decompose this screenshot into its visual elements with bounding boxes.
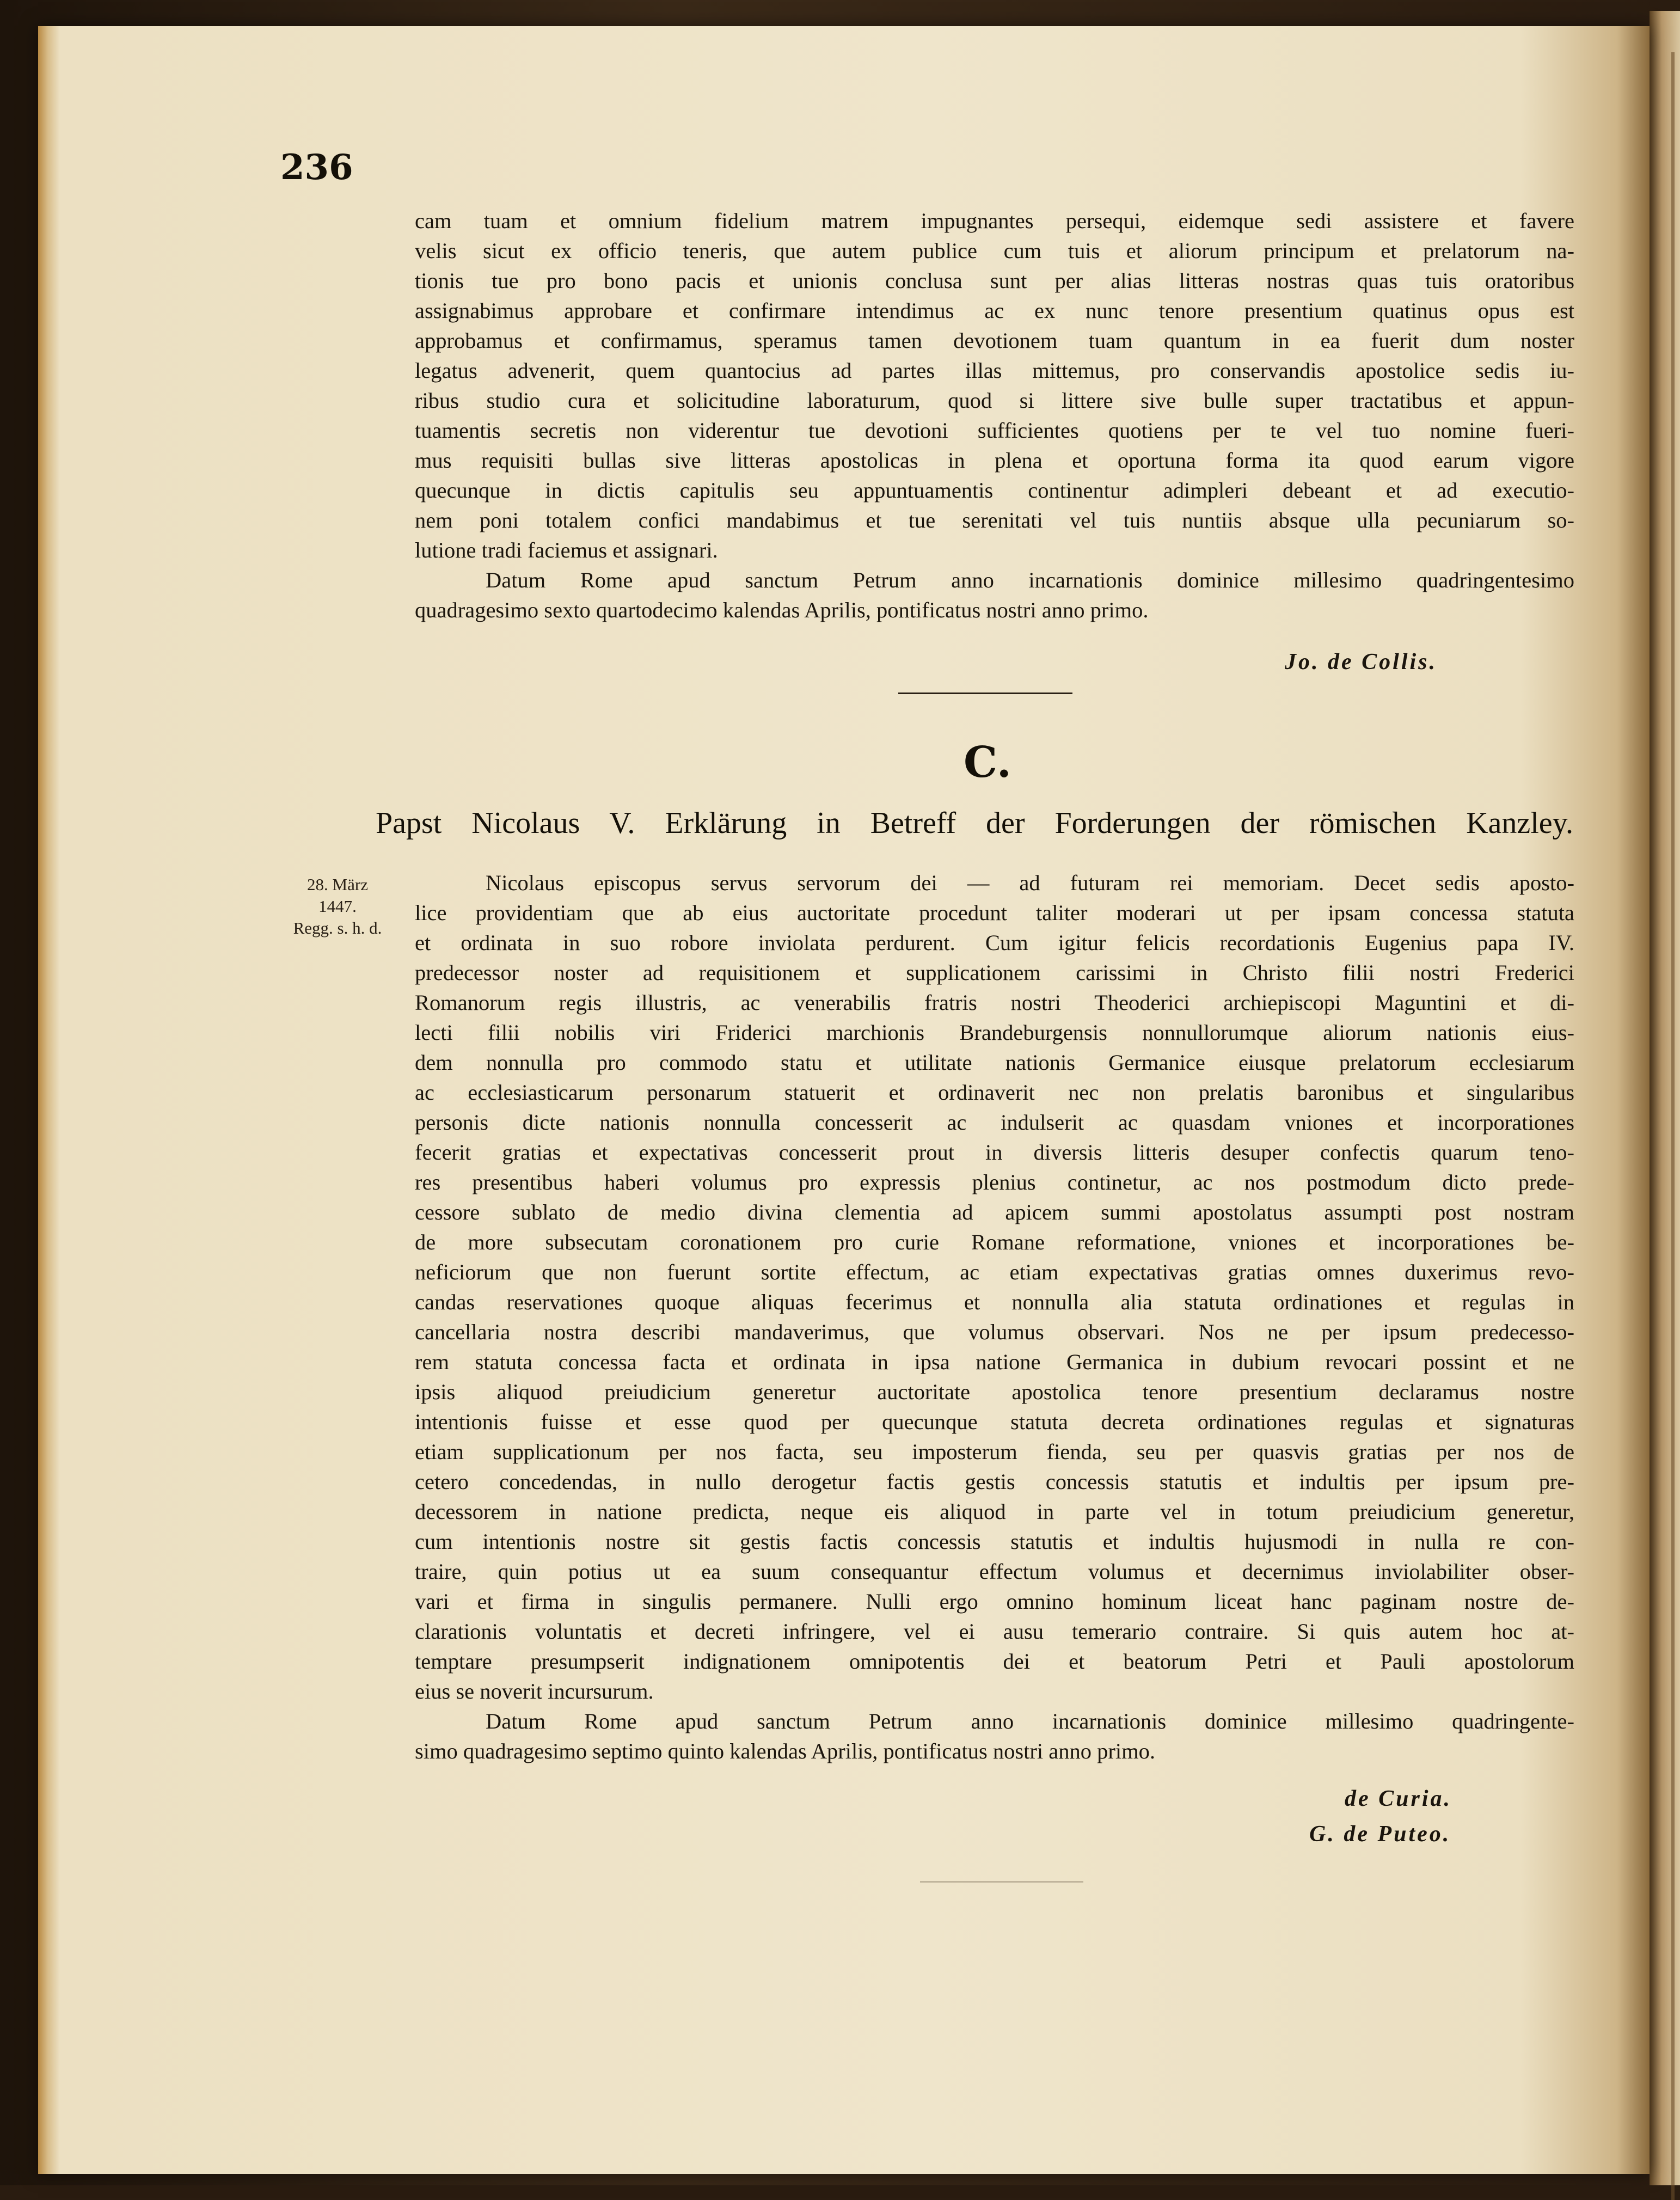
- signature-de-curia: de Curia.: [1345, 1786, 1452, 1811]
- text-line: cum intentionis nostre sit gestis factis concessis statutis et indultis hujusmodi in nulla re con-: [415, 1529, 1574, 1554]
- text-line: traire, quin potius ut ea suum consequantur effectum volumus et decernimus inviolabiliter obser-: [415, 1559, 1574, 1584]
- section-divider: [898, 693, 1072, 694]
- text-line: cam tuam et omnium fidelium matrem impugnantes persequi, eidemque sedi assistere et favere: [415, 209, 1574, 233]
- text-line: rem statuta concessa facta et ordinata in ipsa natione Germanica in dubium revocari possint et ne: [415, 1350, 1574, 1374]
- text-line: lice providentiam que ab eius auctoritate procedunt taliter moderari ut per ipsam concessa statuta: [415, 900, 1574, 925]
- lower-document-text: [415, 868, 1574, 1766]
- text-line: quecunque in dictis capitulis seu appuntuamentis continentur adimpleri debeant et ad executio-: [415, 478, 1574, 502]
- text-line: candas reservationes quoque aliquas fecerimus et nonnulla alia statuta ordinationes et regulas in: [415, 1290, 1574, 1314]
- text-line: dem nonnulla pro commodo statu et utilitate nationis Germanice eiusque prelatorum ecclesiarum: [415, 1050, 1574, 1075]
- signature-jo-de-collis: Jo. de Collis.: [1285, 649, 1438, 675]
- text-line: lutione tradi faciemus et assignari.: [415, 538, 718, 562]
- text-line: nem poni totalem confici mandabimus et tue serenitati vel tuis nuntiis absque ulla pecuniarum so-: [415, 508, 1574, 532]
- dating-line: Datum Rome apud sanctum Petrum anno incarnationis dominice millesimo quadringentesimo: [486, 568, 1574, 592]
- text-line: de more subsecutam coronationem pro curie Romane reformatione, vniones et incorporationes be-: [415, 1230, 1574, 1254]
- text-line: personis dicte nationis nonnulla concesserit ac indulserit ac quasdam vniones et incorporationes: [415, 1110, 1574, 1135]
- text-line: decessorem in natione predicta, neque eis aliquod in parte vel in totum preiudicium generetur,: [415, 1499, 1574, 1524]
- facing-page-edge: [1650, 11, 1680, 2185]
- text-line: ribus studio cura et solicitudine laboraturum, quod si littere sive bulle super tractatibus et appun-: [415, 388, 1574, 413]
- margin-note: [269, 874, 406, 939]
- text-line: et ordinata in suo robore inviolata perdurent. Cum igitur felicis recordationis Eugenius papa IV.: [415, 930, 1574, 955]
- text-line: intentionis fuisse et esse quod per quecunque statuta decreta ordinationes regulas et signaturas: [415, 1410, 1574, 1434]
- upper-document-text: [415, 206, 1574, 625]
- page-number: 236: [280, 147, 353, 188]
- text-line: cetero concedendas, in nullo derogetur factis gestis concessis statutis et indultis per ipsum pre-: [415, 1469, 1574, 1494]
- dating-line: quadragesimo sexto quartodecimo kalendas Aprilis, pontificatus nostri anno primo.: [415, 598, 1149, 622]
- document-letter: C.: [964, 738, 1011, 787]
- text-line: approbamus et confirmamus, speramus tamen devotionem tuam quantum in ea fuerit dum noster: [415, 328, 1574, 353]
- text-line: cancellaria nostra describi mandaverimus, que volumus observari. Nos ne per ipsum predecesso-: [415, 1320, 1574, 1344]
- text-line: clarationis voluntatis et decreti infringere, vel ei ausu temerario contraire. Si quis autem hoc at-: [415, 1619, 1574, 1644]
- text-line: predecessor noster ad requisitionem et supplicationem carissimi in Christo filii nostri Frederici: [415, 960, 1574, 985]
- text-line: eius se noverit incursurum.: [415, 1679, 654, 1703]
- text-line: neficiorum que non fuerunt sortite effectum, ac etiam expectativas gratias omnes duxerimus revo-: [415, 1260, 1574, 1284]
- text-line: tuamentis secretis non viderentur tue devotioni sufficientes quotiens per te vel tuo nomine fueri-: [415, 418, 1574, 443]
- document-heading: Papst Nicolaus V. Erklärung in Betreff der Forderungen der römischen Kanzley.: [376, 806, 1573, 840]
- text-line: velis sicut ex officio teneris, que autem publice cum tuis et aliorum principum et prelatorum na-: [415, 238, 1574, 263]
- text-line: ipsis aliquod preiudicium generetur auctoritate apostolica tenore presentium declaramus nostre: [415, 1380, 1574, 1404]
- text-line: lecti filii nobilis viri Friderici marchionis Brandeburgensis nonnullorumque aliorum nationis eius-: [415, 1020, 1574, 1045]
- text-line: Nicolaus episcopus servus servorum dei — ad futuram rei memoriam. Decet sedis aposto-: [486, 871, 1574, 895]
- page-fold: [1671, 52, 1675, 2200]
- text-line: assignabimus approbare et confirmare intendimus ac ex nunc tenore presentium quatinus opus est: [415, 298, 1574, 323]
- text-line: tionis tue pro bono pacis et unionis conclusa sunt per alias litteras nostras quas tuis oratoribus: [415, 268, 1574, 293]
- text-line: res presentibus haberi volumus pro expressis plenius continetur, ac nos postmodum dicto prede-: [415, 1170, 1574, 1194]
- margin-note-year: 1447.: [318, 897, 357, 916]
- text-line: cessore sublato de medio divina clementia ad apicem summi apostolatus assumpti post nostram: [415, 1200, 1574, 1224]
- text-line: legatus advenerit, quem quantocius ad partes illas mittemus, pro conservandis apostolice sedis iu-: [415, 358, 1574, 383]
- text-line: mus requisiti bullas sive litteras apostolicas in plena et oportuna forma ita quod earum vigore: [415, 448, 1574, 473]
- signature-g-de-puteo: G. de Puteo.: [1309, 1822, 1451, 1847]
- margin-note-date: 28. März: [307, 875, 368, 894]
- text-line: fecerit gratias et expectativas concesserit prout in diversis litteris desuper confectis quarum teno-: [415, 1140, 1574, 1165]
- text-line: temptare presumpserit indignationem omnipotentis dei et beatorum Petri et Pauli apostolorum: [415, 1649, 1574, 1674]
- dating-line: Datum Rome apud sanctum Petrum anno incarnationis dominice millesimo quadringente-: [486, 1709, 1574, 1733]
- text-line: Romanorum regis illustris, ac venerabilis fratris nostri Theoderici archiepiscopi Maguntini et di-: [415, 990, 1574, 1015]
- text-line: ac ecclesiasticarum personarum statuerit et ordinaverit nec non prelatis baronibus et singularibus: [415, 1080, 1574, 1105]
- dating-line: simo quadragesimo septimo quinto kalendas Aprilis, pontificatus nostri anno primo.: [415, 1739, 1155, 1763]
- bleed-through-rule: [920, 1881, 1083, 1883]
- text-line: vari et firma in singulis permanere. Nulli ergo omnino hominum liceat hanc paginam nostre de-: [415, 1589, 1574, 1614]
- text-line: etiam supplicationum per nos facta, seu imposterum fienda, seu per quasvis gratias per nos de: [415, 1439, 1574, 1464]
- margin-note-source: Regg. s. h. d.: [293, 918, 382, 937]
